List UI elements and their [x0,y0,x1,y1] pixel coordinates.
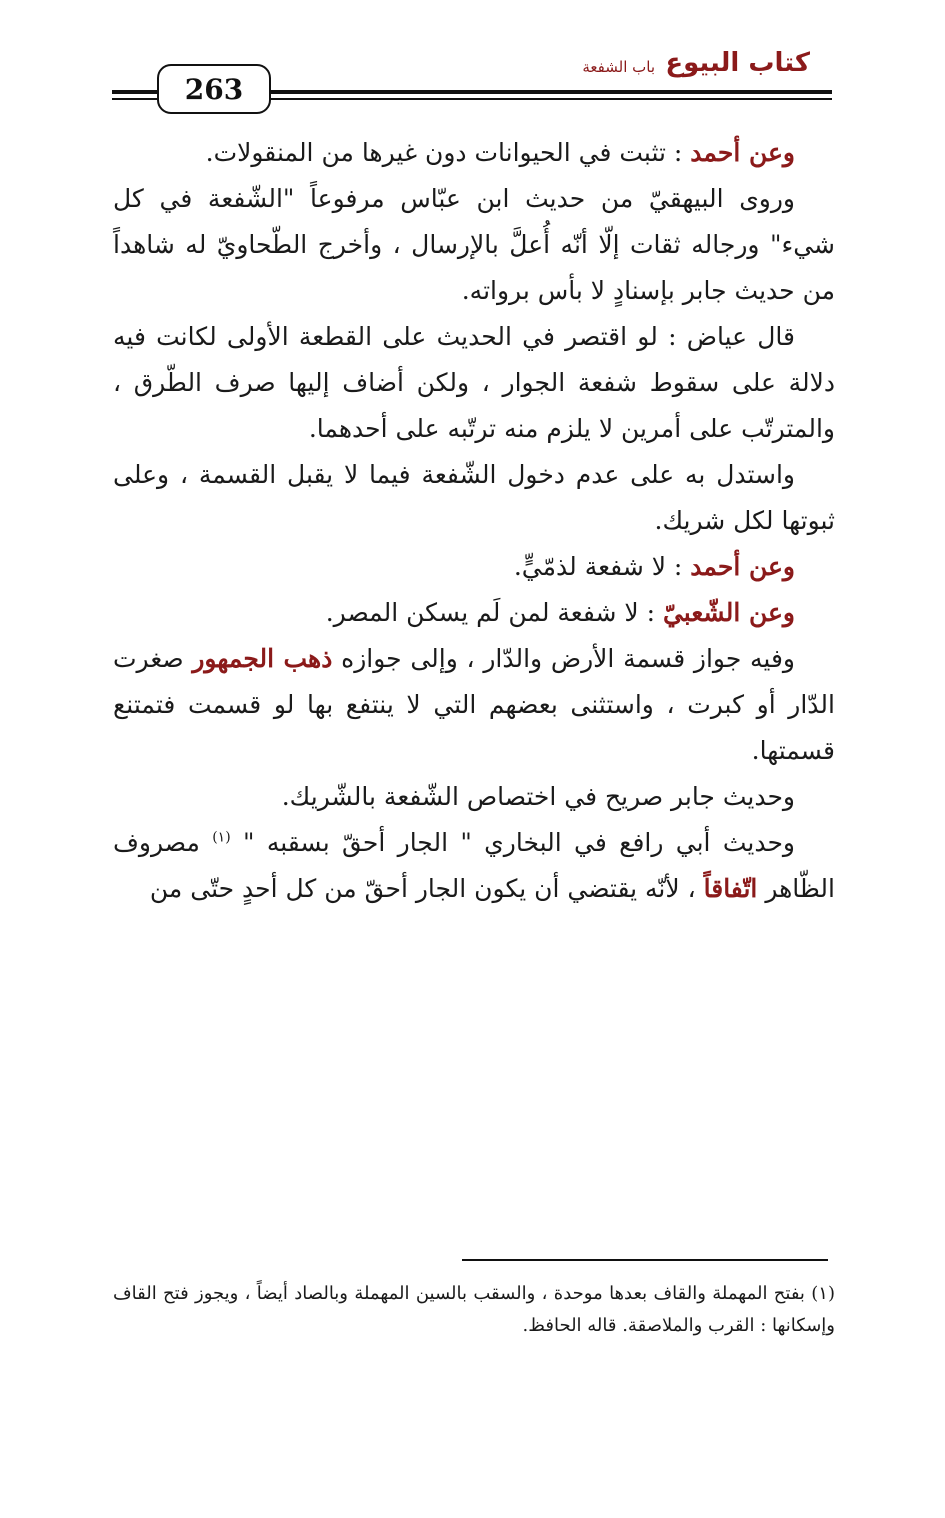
highlight-term: اتّفاقاً [703,874,758,903]
footnote [113,1278,835,1342]
paragraph [113,130,835,176]
chapter-title: باب الشفعة [582,58,655,76]
paragraph: وحديث جابر صريح في اختصاص الشّفعة بالشّريك. [281,782,795,811]
paragraph-text: مصروف الظّاهر [113,828,835,903]
narrator-name: وعن أحمد [690,552,795,581]
paragraph [113,590,835,636]
paragraph-text: ، لأنّه يقتضي أن يكون الجار أحقّ من كل أحدٍ حتّى من [149,874,704,903]
paragraph-text: : تثبت في الحيوانات دون غيرها من المنقولات. [205,138,691,167]
paragraph-text: وحديث أبي رافع في البخاري " الجار أحقّ بسقبه " [230,828,795,857]
paragraph [113,820,835,912]
highlight-term: ذهب الجمهور [192,644,333,673]
page-header [0,0,945,130]
paragraph: وروى البيهقيّ من حديث ابن عبّاس مرفوعاً "الشّفعة في كل شيء" ورجاله ثقات إلّا أنّه أُعلَّ بالإرسال ، وأخرج الطّحاويّ له شاهداً من حديث جابر بإسنادٍ لا بأس برواته. [113,184,835,305]
page-number: 263 [157,64,271,114]
narrator-name: وعن الشّعبيّ [662,598,795,627]
narrator-name: وعن أحمد [690,138,795,167]
paragraph [113,636,835,774]
paragraph-text: : لا شفعة لمن لَم يسكن المصر. [325,598,663,627]
footnote-text: (١) بفتح المهملة والقاف بعدها موحدة ، والسقب بالسين المهملة وبالصاد أيضاً ، ويجوز فتح القاف وإسكانها : القرب والملاصقة. قاله الحافظ. [113,1283,835,1336]
paragraph [113,544,835,590]
book-title: كتاب البيوع [665,48,810,78]
paragraph: واستدل به على عدم دخول الشّفعة فيما لا يقبل القسمة ، وعلى ثبوتها لكل شريك. [113,460,835,535]
paragraph-text: وفيه جواز قسمة الأرض والدّار ، وإلى جوازه [332,644,796,673]
paragraph-text: : لا شفعة لذمّيٍّ. [513,552,691,581]
paragraph: قال عياض : لو اقتصر في الحديث على القطعة الأولى لكانت فيه دلالة على سقوط شفعة الجوار ، ولكن أضاف إليها صرف الطّرق ، والمترتّب على أمرين لا يلزم منه ترتّبه على أحدهما. [113,322,835,443]
footnote-ref[interactable]: (١) [212,829,231,846]
paragraph-text: صغرت الدّار أو كبرت ، واستثنى بعضهم التي لا ينتفع بها لو قسمت فتمتنع قسمتها. [113,644,835,765]
footnote-divider [462,1259,828,1261]
main-text [113,130,835,912]
